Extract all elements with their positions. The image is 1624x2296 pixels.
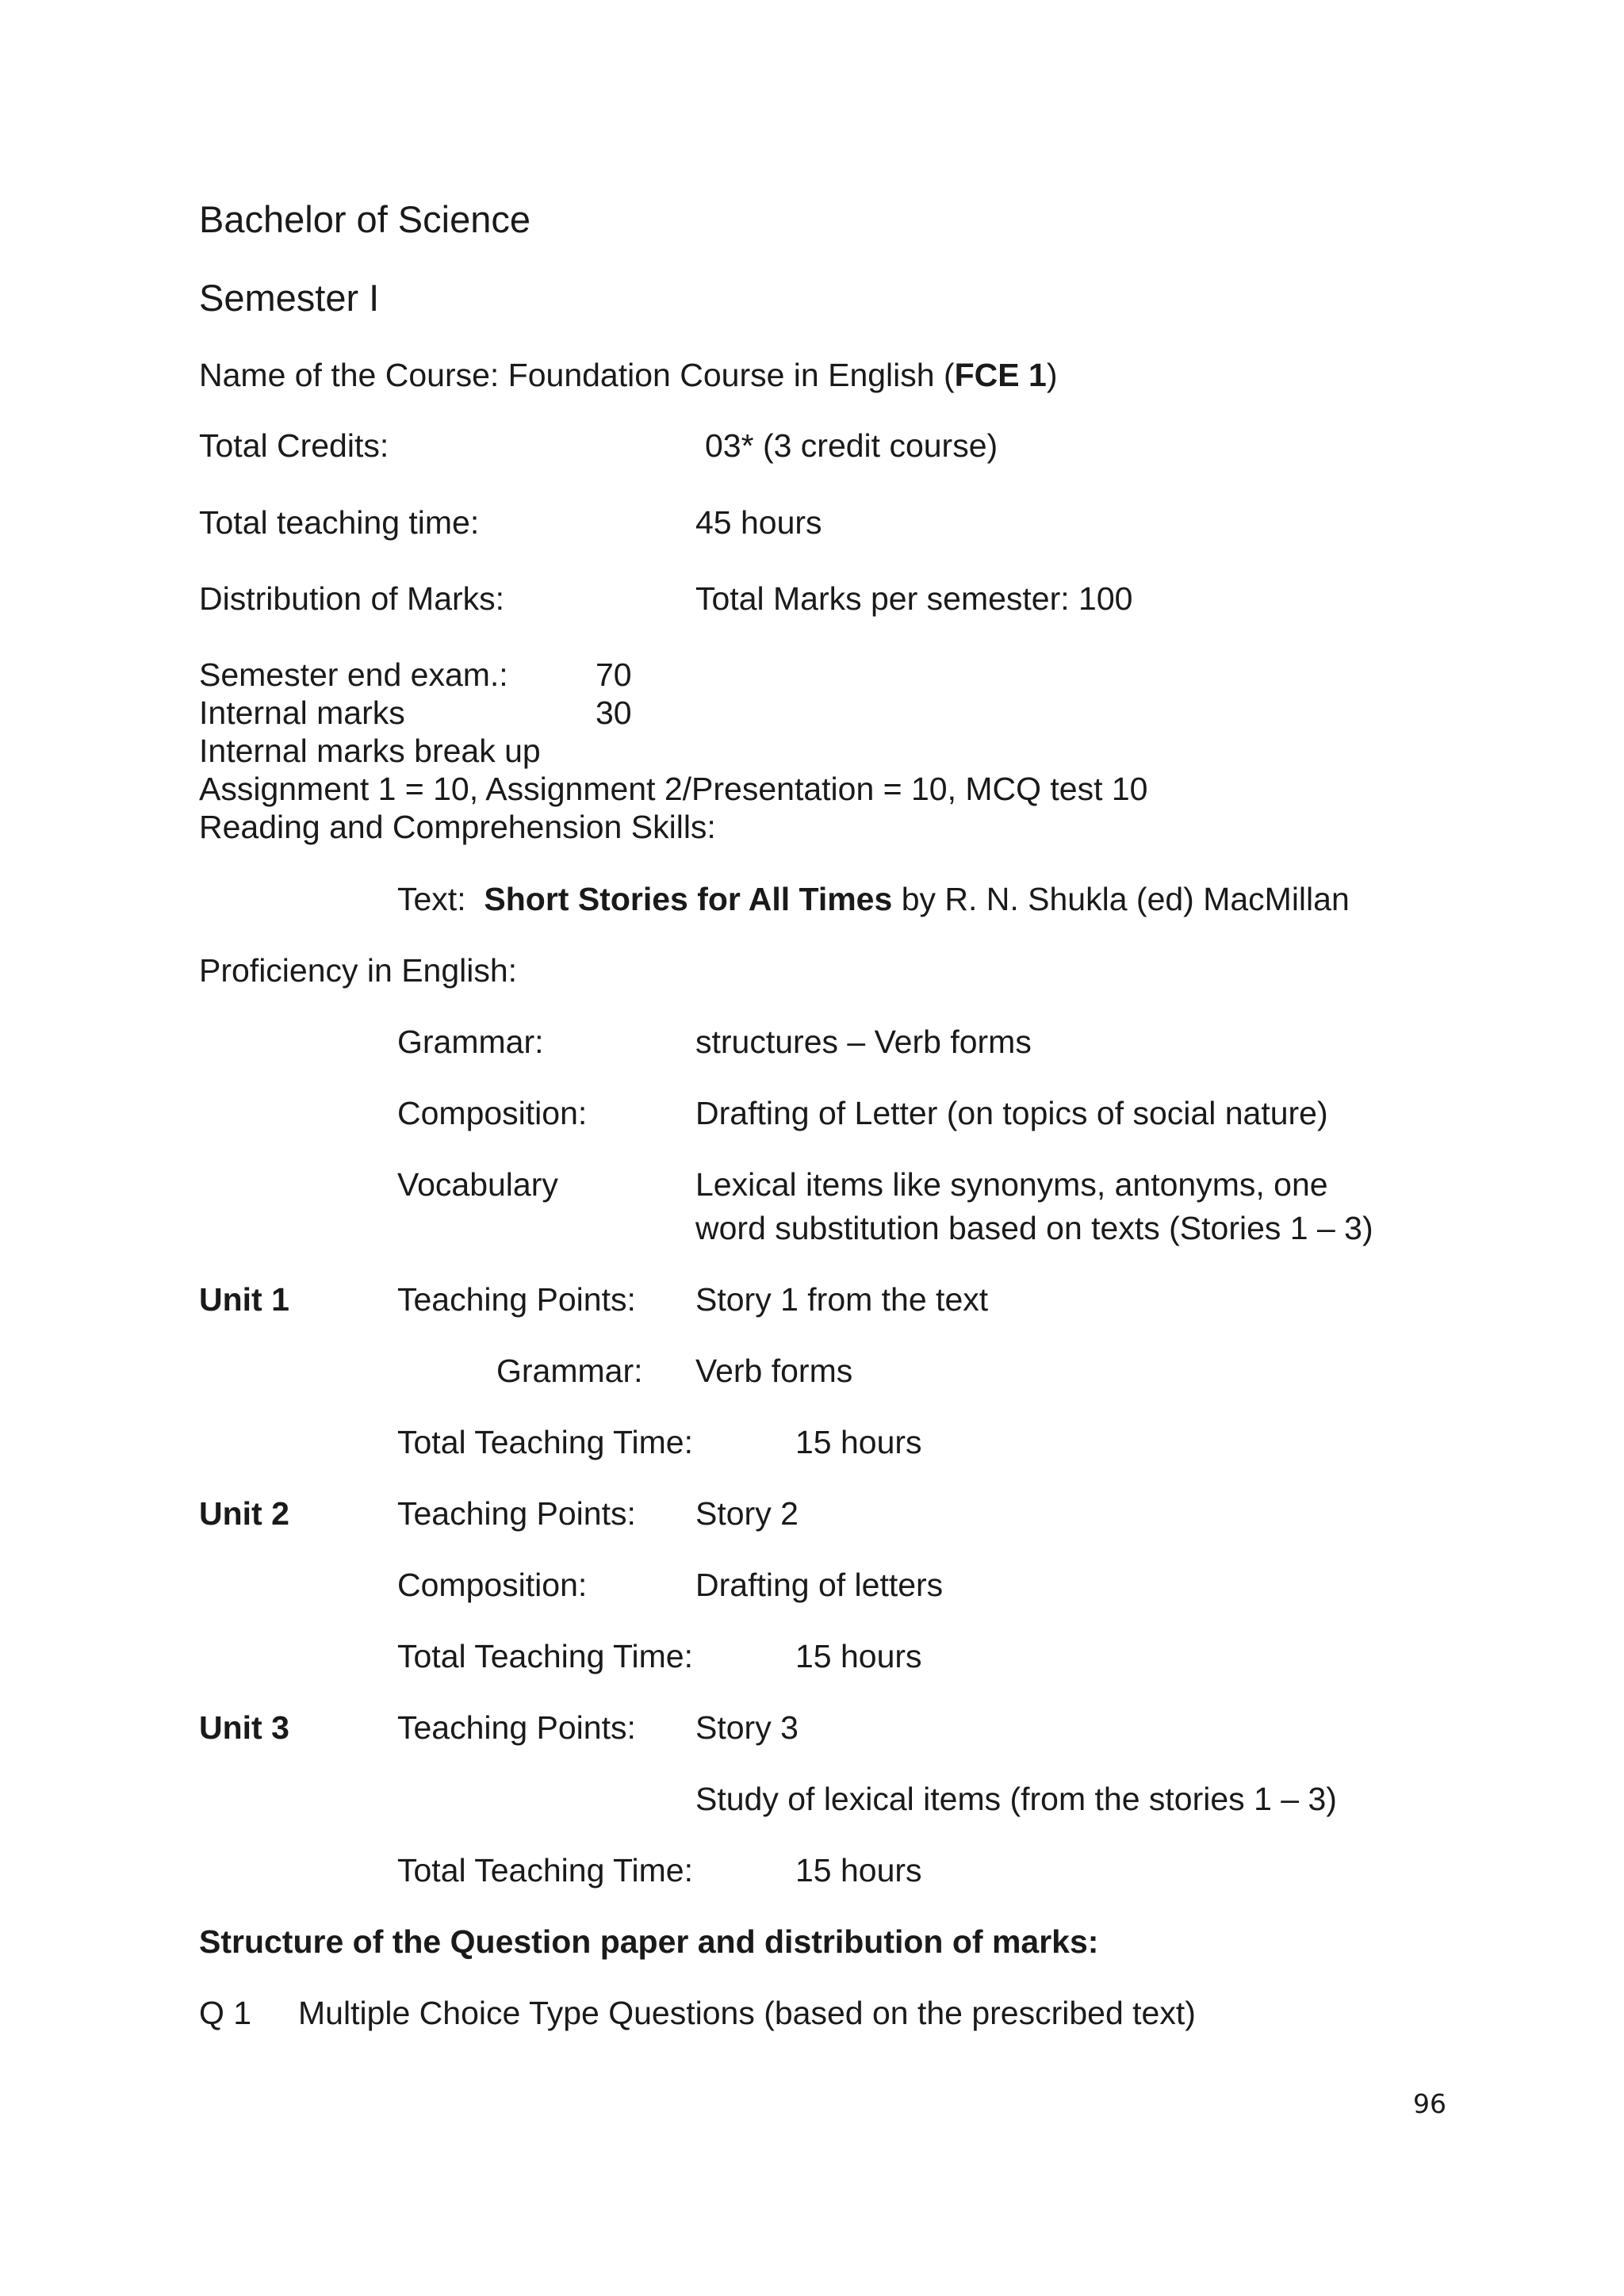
sem-end-value: 70 bbox=[596, 656, 632, 693]
unit-2-ttt-label: Total Teaching Time: bbox=[397, 1638, 694, 1674]
unit-1-sub-label: Grammar: bbox=[496, 1353, 643, 1389]
breakup-detail: Assignment 1 = 10, Assignment 2/Presentation = 10, MCQ test 10 bbox=[199, 771, 1148, 807]
vocabulary-label: Vocabulary bbox=[397, 1166, 558, 1203]
unit-1-tp-value: Story 1 from the text bbox=[695, 1281, 989, 1318]
q1-text: Multiple Choice Type Questions (based on the prescribed text) bbox=[298, 1995, 1196, 2031]
unit-3-tp-value: Story 3 bbox=[695, 1709, 799, 1746]
q1-number: Q 1 bbox=[199, 1995, 252, 2031]
teaching-time-label: Total teaching time: bbox=[199, 504, 480, 541]
unit-3-ttt-label: Total Teaching Time: bbox=[397, 1852, 694, 1888]
distribution-value: Total Marks per semester: 100 bbox=[695, 580, 1133, 617]
composition-value: Drafting of Letter (on topics of social nature) bbox=[695, 1095, 1328, 1131]
unit-3-title: Unit 3 bbox=[199, 1709, 289, 1746]
unit-1-title: Unit 1 bbox=[199, 1281, 289, 1318]
sem-end-label: Semester end exam.: bbox=[199, 656, 508, 693]
reading-label: Reading and Comprehension Skills: bbox=[199, 809, 716, 845]
course-name: Name of the Course: Foundation Course in English (FCE 1) bbox=[199, 357, 1058, 393]
composition-label: Composition: bbox=[397, 1095, 588, 1131]
unit-1-sub-value: Verb forms bbox=[695, 1353, 853, 1389]
vocabulary-line-1: Lexical items like synonyms, antonyms, one bbox=[695, 1166, 1328, 1203]
internal-label: Internal marks bbox=[199, 695, 405, 731]
unit-2-tp-value: Story 2 bbox=[695, 1495, 799, 1532]
unit-2-tp-label: Teaching Points: bbox=[397, 1495, 636, 1532]
unit-1-ttt-value: 15 hours bbox=[795, 1424, 922, 1460]
vocabulary-line-2: word substitution based on texts (Stories 1 – 3) bbox=[695, 1210, 1373, 1246]
unit-3-tp-label: Teaching Points: bbox=[397, 1709, 636, 1746]
unit-3-ttt-value: 15 hours bbox=[795, 1852, 922, 1888]
degree-title: Bachelor of Science bbox=[199, 198, 531, 240]
structure-heading: Structure of the Question paper and distribution of marks: bbox=[199, 1923, 1099, 1960]
unit-1-tp-label: Teaching Points: bbox=[397, 1281, 636, 1318]
semester-title: Semester I bbox=[199, 277, 380, 319]
text-line: Text: Short Stories for All Times by R. N. Shukla (ed) MacMillan bbox=[397, 881, 1350, 917]
teaching-time-value: 45 hours bbox=[695, 504, 822, 541]
internal-value: 30 bbox=[596, 695, 632, 731]
credits-value: 03* (3 credit course) bbox=[705, 427, 998, 464]
distribution-label: Distribution of Marks: bbox=[199, 580, 505, 617]
proficiency-heading: Proficiency in English: bbox=[199, 952, 518, 989]
breakup-label: Internal marks break up bbox=[199, 733, 541, 769]
unit-2-ttt-value: 15 hours bbox=[795, 1638, 922, 1674]
unit-2-sub-value: Drafting of letters bbox=[695, 1567, 944, 1603]
unit-2-title: Unit 2 bbox=[199, 1495, 289, 1532]
unit-1-ttt-label: Total Teaching Time: bbox=[397, 1424, 694, 1460]
unit-3-sub-value: Study of lexical items (from the stories 1 – 3) bbox=[695, 1781, 1337, 1817]
grammar-label: Grammar: bbox=[397, 1024, 544, 1060]
credits-label: Total Credits: bbox=[199, 427, 389, 464]
unit-2-sub-label: Composition: bbox=[397, 1567, 588, 1603]
page-number: 96 bbox=[1413, 2088, 1446, 2119]
grammar-value: structures – Verb forms bbox=[695, 1024, 1032, 1060]
